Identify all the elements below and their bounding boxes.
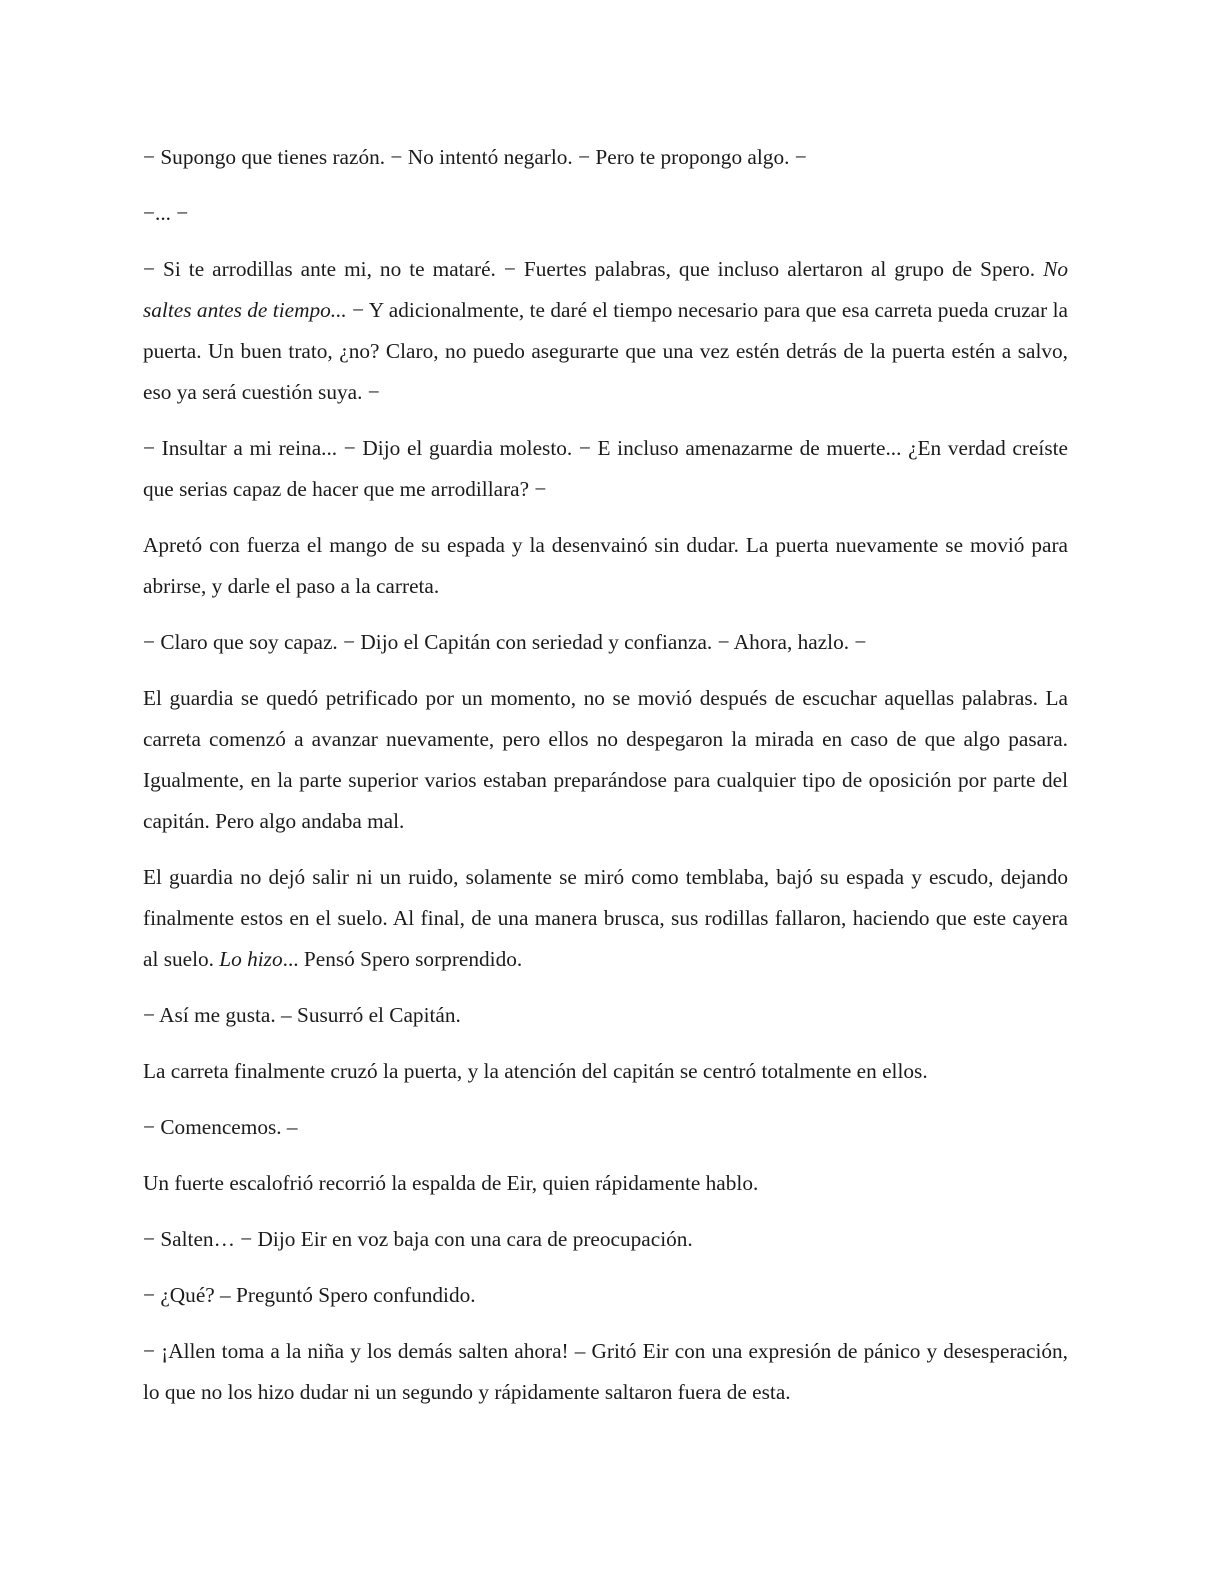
paragraph (143, 1163, 1068, 1204)
paragraph (143, 428, 1068, 510)
paragraph (143, 1051, 1068, 1092)
text-run: El guardia se quedó petrificado por un momento, no se movió después de escuchar aquellas palabras. La carreta comenzó a avanzar nuevamente, pero ellos no despegaron la mirada en caso de que algo pasara. Igualmente, en la parte superior varios estaban preparándose para cualquier tipo de oposición por parte del capitán. Pero algo andaba mal. (143, 686, 1068, 833)
text-run: −... − (143, 201, 189, 225)
text-run: − ¿Qué? – Preguntó Spero confundido. (143, 1283, 476, 1307)
italic-text-run: No saltes antes de tiempo... (143, 257, 1068, 322)
paragraph (143, 137, 1068, 178)
text-run: − Insultar a mi reina... − Dijo el guardia molesto. − E incluso amenazarme de muerte... ¿En verdad creíste que serias capaz de hacer que me arrodillara? − (143, 436, 1068, 501)
text-run: − ¡Allen toma a la niña y los demás salten ahora! – Gritó Eir con una expresión de pánico y desesperación, lo que no los hizo dudar ni un segundo y rápidamente saltaron fuera de esta. (143, 1339, 1068, 1404)
text-run: − Salten… − Dijo Eir en voz baja con una cara de preocupación. (143, 1227, 693, 1251)
text-run: − Comencemos. – (143, 1115, 298, 1139)
text-run: − Si te arrodillas ante mi, no te mataré. − Fuertes palabras, que incluso alertaron al grupo de Spero. (143, 257, 1044, 281)
paragraph (143, 995, 1068, 1036)
text-run: ... Pensó Spero sorprendido. (282, 947, 523, 971)
text-run: La carreta finalmente cruzó la puerta, y la atención del capitán se centró totalmente en ellos. (143, 1059, 928, 1083)
text-run: − Claro que soy capaz. − Dijo el Capitán con seriedad y confianza. − Ahora, hazlo. − (143, 630, 867, 654)
paragraph (143, 1275, 1068, 1316)
paragraph (143, 622, 1068, 663)
paragraph (143, 1219, 1068, 1260)
text-run: − Supongo que tienes razón. − No intentó negarlo. − Pero te propongo algo. − (143, 145, 807, 169)
text-run: Apretó con fuerza el mango de su espada y la desenvainó sin dudar. La puerta nuevamente se movió para abrirse, y darle el paso a la carreta. (143, 533, 1068, 598)
text-run: − Así me gusta. – Susurró el Capitán. (143, 1003, 461, 1027)
paragraph (143, 525, 1068, 607)
italic-text-run: Lo hizo (219, 947, 283, 971)
paragraph (143, 678, 1068, 842)
paragraph (143, 1331, 1068, 1413)
paragraph (143, 249, 1068, 413)
paragraph (143, 1107, 1068, 1148)
text-run: El guardia no dejó salir ni un ruido, solamente se miró como temblaba, bajó su espada y escudo, dejando finalmente estos en el suelo. Al final, de una manera brusca, sus rodillas fallaron, haciendo que este cayera al suelo. (143, 865, 1068, 971)
text-run: − Y adicionalmente, te daré el tiempo necesario para que esa carreta pueda cruzar la puerta. Un buen trato, ¿no? Claro, no puedo asegurarte que una vez estén detrás de la puerta estén a salvo, eso ya será cuestión suya. − (143, 298, 1068, 404)
paragraph (143, 193, 1068, 234)
paragraph (143, 857, 1068, 980)
document-body (143, 137, 1068, 1428)
text-run: Un fuerte escalofrió recorrió la espalda de Eir, quien rápidamente hablo. (143, 1171, 759, 1195)
